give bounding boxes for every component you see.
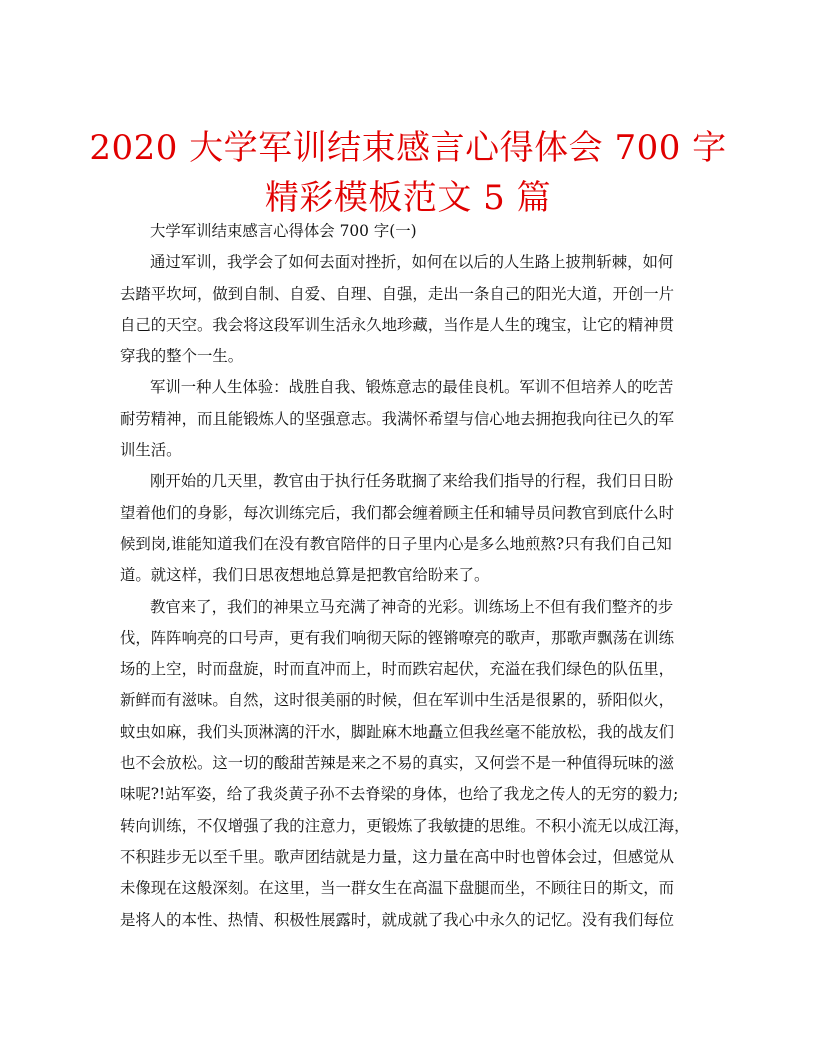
paragraph-line: 是将人的本性、热情、积极性展露时，就成就了我心中永久的记忆。没有我们每位 xyxy=(120,910,675,929)
paragraph-line: 也不会放松。这一切的酸甜苦辣是来之不易的真实，又何尝不是一种值得玩味的滋 xyxy=(120,754,675,773)
title-line-2: 精彩模板范文 5 篇 xyxy=(264,177,552,218)
document-body xyxy=(120,216,698,936)
paragraph-line: 伐，阵阵响亮的口号声，更有我们响彻天际的铿锵嘹亮的歌声，那歌声飘荡在训练 xyxy=(120,628,675,647)
paragraph-line: 场的上空，时而盘旋，时而直冲而上，时而跌宕起伏，充溢在我们绿色的队伍里， xyxy=(120,660,675,679)
paragraph-line: 穿我的整个一生。 xyxy=(120,347,244,366)
paragraph-line: 新鲜而有滋味。自然，这时很美丽的时候，但在军训中生活是很累的，骄阳似火， xyxy=(120,691,675,710)
paragraph-line: 转向训练，不仅增强了我的注意力，更锻炼了我敏捷的思维。不积小流无以成江海， xyxy=(120,816,690,835)
paragraph-line: 道。就这样，我们日思夜想地总算是把教官给盼来了。 xyxy=(120,566,490,585)
paragraph-line: 刚开始的几天里，教官由于执行任务耽搁了来给我们指导的行程，我们日日盼 xyxy=(150,472,674,491)
paragraph-line: 教官来了，我们的神果立马充满了神奇的光彩。训练场上不但有我们整齐的步 xyxy=(150,597,674,616)
paragraph-line: 自己的天空。我会将这段军训生活永久地珍藏，当作是人生的瑰宝，让它的精神贯 xyxy=(120,315,675,334)
paragraph-line: 未像现在这般深刻。在这里，当一群女生在高温下盘腿而坐，不顾往日的斯文，而 xyxy=(120,879,675,898)
paragraph-line: 蚊虫如麻，我们头顶淋漓的汗水，脚趾麻木地矗立但我丝毫不能放松，我的战友们 xyxy=(120,722,675,741)
paragraph-line: 候到岗,谁能知道我们在没有教官陪伴的日子里内心是多么地煎熬?只有我们自己知 xyxy=(120,534,672,553)
paragraph-line: 军训一种人生体验：战胜自我、锻炼意志的最佳良机。军训不但培养人的吃苦 xyxy=(150,378,674,397)
paragraph-line: 不积跬步无以至千里。歌声团结就是力量，这力量在高中时也曾体会过，但感觉从 xyxy=(120,847,675,866)
document-title xyxy=(60,123,756,223)
paragraph-line: 去踏平坎坷，做到自制、自爱、自理、自强，走出一条自己的阳光大道，开创一片 xyxy=(120,284,675,303)
section-heading: 大学军训结束感言心得体会 700 字(一) xyxy=(150,222,417,240)
paragraph-line: 耐劳精神，而且能锻炼人的坚强意志。我满怀希望与信心地去拥抱我向往已久的军 xyxy=(120,409,675,428)
paragraph-line: 通过军训，我学会了如何去面对挫折，如何在以后的人生路上披荆斩棘，如何 xyxy=(150,253,674,272)
title-line-1: 2020 大学军训结束感言心得体会 700 字 xyxy=(89,127,727,168)
paragraph-line: 训生活。 xyxy=(120,441,182,460)
paragraph-line: 味呢?!站军姿，给了我炎黄子孙不去脊梁的身体，也给了我龙之传人的无穷的毅力; xyxy=(120,785,679,804)
paragraph-line: 望着他们的身影，每次训练完后，我们都会缠着顾主任和辅导员问教官到底什么时 xyxy=(120,503,675,522)
